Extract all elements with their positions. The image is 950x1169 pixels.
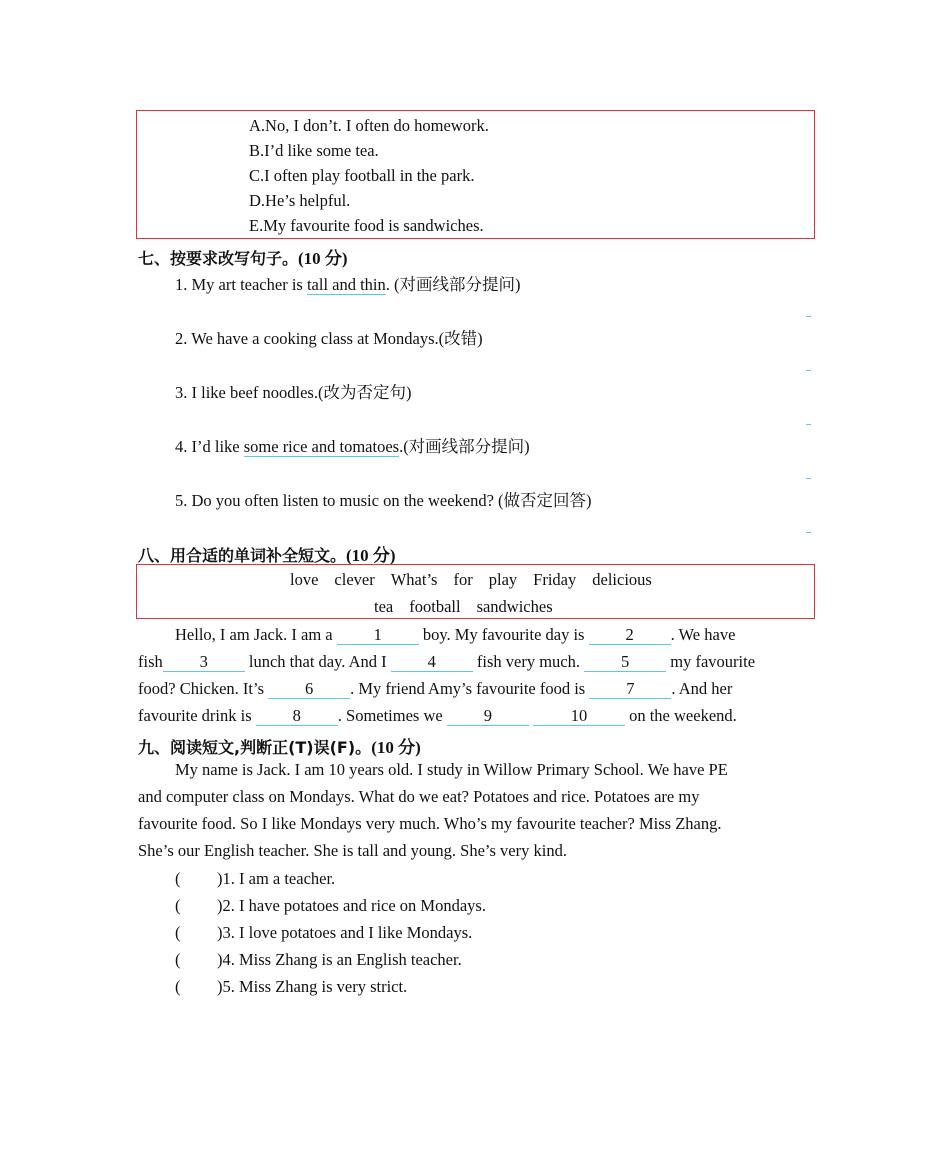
reading-line-1: My name is Jack. I am 10 years old. I study in Willow Primary School. We have PE (175, 760, 728, 779)
cloze-line-2: fish 3 lunch that day. And I 4 fish very much. 5 my favourite (138, 652, 756, 671)
word-bank-word: clever (334, 570, 375, 589)
cloze-line-1: Hello, I am Jack. I am a 1 boy. My favourite day is 2 . We have (175, 625, 736, 644)
blank-2[interactable]: 2 (589, 626, 671, 645)
blank-9[interactable]: 9 (447, 707, 529, 726)
blank-1[interactable]: 1 (337, 626, 419, 645)
answer-paren[interactable]: ( (175, 896, 181, 915)
option-d: D.He’s helpful. (249, 191, 351, 210)
blank-10[interactable]: 10 (533, 707, 625, 726)
answer-line-mark (806, 316, 811, 317)
word-bank-word: sandwiches (476, 597, 553, 616)
answer-paren[interactable]: ( (175, 923, 181, 942)
word-bank-word: football (409, 597, 461, 616)
section9-heading (138, 733, 421, 758)
word-bank-row-2 (366, 597, 561, 617)
reading-line-4: She’s our English teacher. She is tall and young. She’s very kind. (138, 841, 567, 860)
section8-points: (10 分) (346, 546, 396, 565)
tf-item-5: ( )5. Miss Zhang is very strict. (175, 977, 408, 996)
cloze-line-4: favourite drink is 8 . Sometimes we 9 10 on the weekend. (138, 706, 737, 725)
tf-item-3: ( )3. I love potatoes and I like Mondays. (175, 923, 473, 942)
answer-paren[interactable]: ( (175, 869, 181, 888)
section9-title: 九、阅读短文,判断正(T)误(F)。 (138, 738, 372, 757)
word-bank-word: for (453, 570, 473, 589)
word-bank-word: play (488, 570, 518, 589)
answer-line-mark (806, 478, 811, 479)
s7-question-3: 3. I like beef noodles.(改为否定句) (175, 383, 412, 402)
tf-item-1: ( )1. I am a teacher. (175, 869, 336, 888)
underlined-phrase: tall and thin (306, 275, 386, 294)
section7-title: 七、按要求改写句子。 (138, 249, 299, 268)
option-e: E.My favourite food is sandwiches. (249, 216, 484, 235)
blank-6[interactable]: 6 (268, 680, 350, 699)
reading-line-3: favourite food. So I like Mondays very much. Who’s my favourite teacher? Miss Zhang. (138, 814, 722, 833)
s7-question-2: 2. We have a cooking class at Mondays.(改错) (175, 329, 483, 348)
option-b: B.I’d like some tea. (249, 141, 379, 160)
s7-question-4: 4. I’d like some rice and tomatoes.(对画线部分提问) (175, 437, 530, 456)
s7-question-5: 5. Do you often listen to music on the weekend? (做否定回答) (175, 491, 592, 510)
answer-paren[interactable]: ( (175, 977, 181, 996)
reading-line-2: and computer class on Mondays. What do we eat? Potatoes and rice. Potatoes are my (138, 787, 700, 806)
section7-heading (138, 244, 348, 269)
blank-8[interactable]: 8 (256, 707, 338, 726)
blank-5[interactable]: 5 (584, 653, 666, 672)
word-bank-word: What’s (390, 570, 438, 589)
answer-line-mark (806, 532, 811, 533)
section7-points: (10 分) (298, 249, 348, 268)
underlined-phrase: some rice and tomatoes (243, 437, 400, 456)
tf-item-4: ( )4. Miss Zhang is an English teacher. (175, 950, 462, 969)
word-bank-word: love (290, 570, 319, 589)
word-bank-word: delicious (592, 570, 652, 589)
blank-4[interactable]: 4 (391, 653, 473, 672)
word-bank-word: tea (374, 597, 394, 616)
option-a: A.No, I don’t. I often do homework. (249, 116, 489, 135)
option-c: C.I often play football in the park. (249, 166, 475, 185)
word-bank-row-1 (282, 570, 660, 590)
answer-paren[interactable]: ( (175, 950, 181, 969)
s7-question-1: 1. My art teacher is tall and thin. (对画线部分提问) (175, 275, 521, 294)
section8-title: 八、用合适的单词补全短文。 (138, 546, 347, 565)
section8-heading (138, 541, 396, 566)
blank-3[interactable]: 3 (163, 653, 245, 672)
cloze-line-3: food? Chicken. It’s 6 . My friend Amy’s favourite food is 7 . And her (138, 679, 733, 698)
word-bank-word: Friday (533, 570, 577, 589)
answer-line-mark (806, 424, 811, 425)
answer-line-mark (806, 370, 811, 371)
tf-item-2: ( )2. I have potatoes and rice on Mondays. (175, 896, 486, 915)
section9-points: (10 分) (371, 738, 421, 757)
blank-7[interactable]: 7 (589, 680, 671, 699)
